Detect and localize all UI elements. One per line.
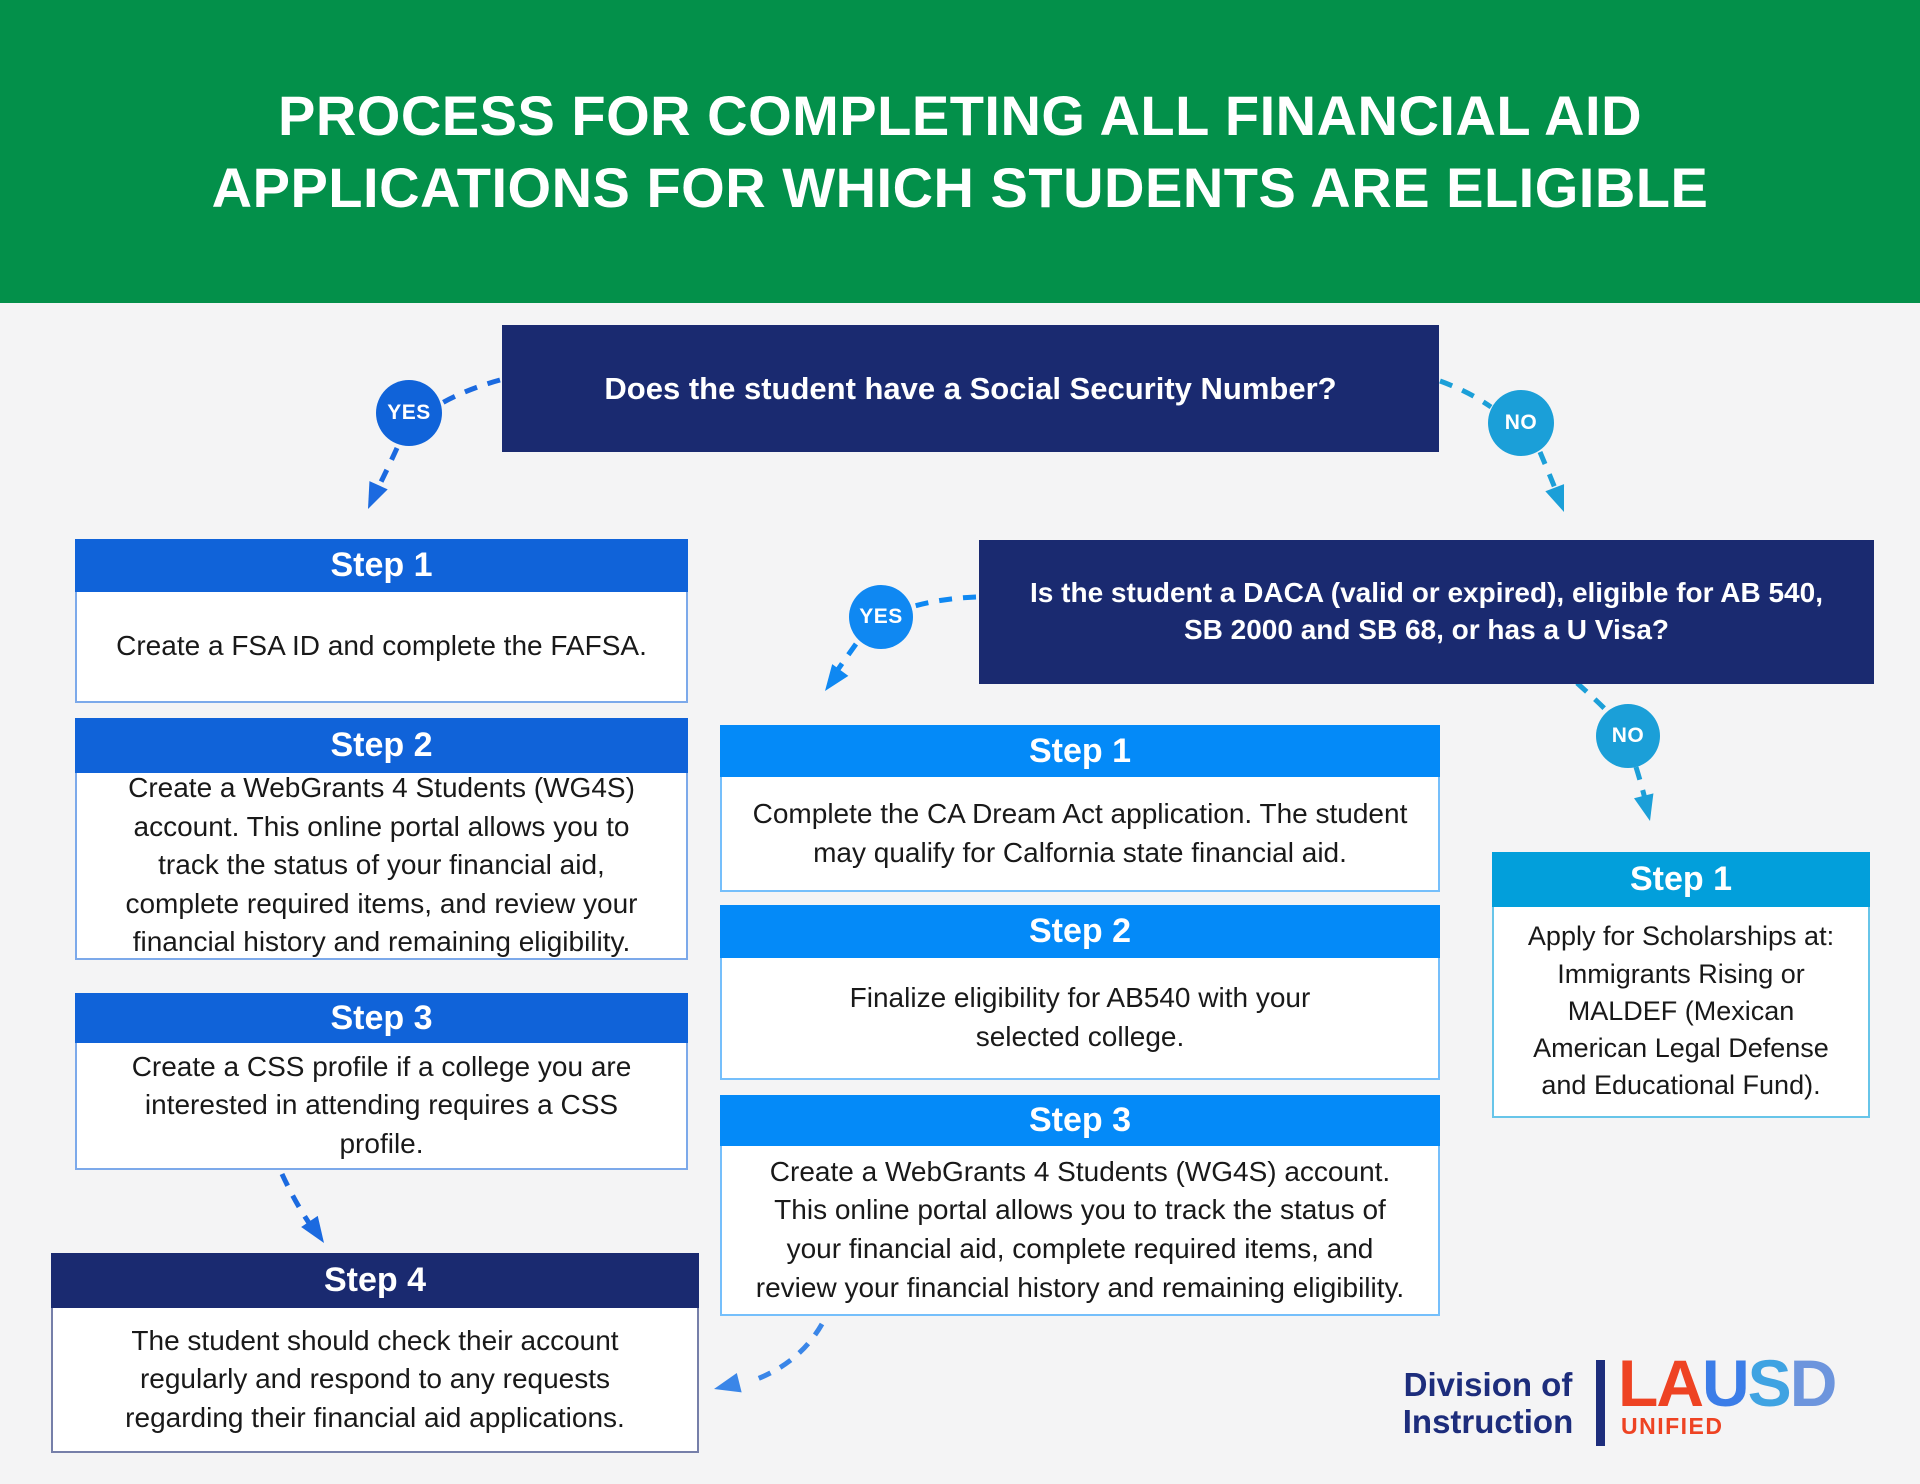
- step-body: Finalize eligibility for AB540 with your selected college.: [720, 958, 1440, 1080]
- step-body: The student should check their account regularly and respond to any requests regarding their financial aid applications.: [51, 1308, 699, 1453]
- no-badge-ssn: NO: [1488, 390, 1554, 456]
- lausd-letter: S: [1747, 1346, 1790, 1420]
- question-daca-text: Is the student a DACA (valid or expired), eligible for AB 540, SB 2000 and SB 68, or has a U Visa?: [1030, 577, 1823, 645]
- step-box-daca-yes-1: [720, 725, 1440, 892]
- lausd-unified-label: UNIFIED: [1621, 1413, 1724, 1439]
- step-box-daca-yes-3: [720, 1095, 1440, 1316]
- question-daca: [979, 540, 1874, 684]
- step-header: [720, 905, 1440, 958]
- lausd-letter: D: [1789, 1346, 1836, 1420]
- lausd-wordmark: [1618, 1346, 1836, 1420]
- step-title: Step 1: [1028, 731, 1132, 770]
- step-box-daca-no-1: [1492, 852, 1870, 1118]
- division-line1: Division of: [1403, 1366, 1573, 1403]
- step-title: Step 1: [330, 546, 433, 584]
- step-header: [1492, 852, 1870, 907]
- question-ssn: [502, 325, 1439, 452]
- lausd-letter: L: [1618, 1346, 1657, 1420]
- page-title: PROCESS FOR COMPLETING ALL FINANCIAL AID APPLICATIONS FOR WHICH STUDENTS ARE ELIGIBLE: [211, 83, 1709, 219]
- step-box-daca-yes-2: [720, 905, 1440, 1080]
- lausd-letter: U: [1702, 1346, 1748, 1420]
- step-header: [720, 1095, 1440, 1146]
- step-title: Step 4: [323, 1261, 427, 1299]
- step-body: Create a WebGrants 4 Students (WG4S) account. This online portal allows you to track the status of your financial aid, complete required items, and review your financial history and remaining eligibility.: [75, 773, 688, 960]
- step-body: Create a WebGrants 4 Students (WG4S) account. This online portal allows you to track the status of your financial aid, complete required items, and review your financial history and remaining eligibility.: [720, 1146, 1440, 1316]
- arrow-midstep3-to-step4: [712, 1324, 822, 1399]
- step-box-ssn-yes-4: [51, 1253, 699, 1453]
- yes-badge-ssn: YES: [376, 380, 442, 446]
- step-body: Create a CSS profile if a college you are interested in attending requires a CSS profile.: [75, 1043, 688, 1170]
- yes-badge-daca: YES: [849, 585, 913, 649]
- step-header: [75, 539, 688, 592]
- question-ssn-text: Does the student have a Social Security Number?: [604, 370, 1337, 406]
- logo-divider-bar: [1596, 1360, 1605, 1446]
- step-body: Apply for Scholarships at: Immigrants Rising or MALDEF (Mexican American Legal Defense and Educational Fund).: [1492, 907, 1870, 1118]
- step-title: Step 2: [330, 726, 433, 764]
- arrow-step3-to-step4: [282, 1174, 332, 1249]
- lausd-letter: A: [1656, 1346, 1702, 1420]
- division-of-instruction-logo: [1390, 1366, 1586, 1441]
- step-title: Step 1: [1629, 860, 1733, 898]
- division-line2: Instruction: [1402, 1403, 1574, 1441]
- step-body: Create a FSA ID and complete the FAFSA.: [75, 592, 688, 703]
- step-body: Complete the CA Dream Act application. The student may qualify for Calfornia state financial aid.: [720, 777, 1440, 892]
- step-header: [51, 1253, 699, 1308]
- no-badge-daca: NO: [1596, 704, 1660, 768]
- step-title: Step 3: [1028, 1101, 1132, 1139]
- step-header: [720, 725, 1440, 777]
- step-title: Step 3: [330, 998, 433, 1037]
- header-banner: [0, 0, 1920, 303]
- step-box-ssn-yes-3: [75, 993, 688, 1170]
- step-header: [75, 993, 688, 1043]
- step-box-ssn-yes-1: [75, 539, 688, 703]
- step-box-ssn-yes-2: [75, 718, 688, 960]
- step-title: Step 2: [1028, 912, 1132, 950]
- step-header: [75, 718, 688, 773]
